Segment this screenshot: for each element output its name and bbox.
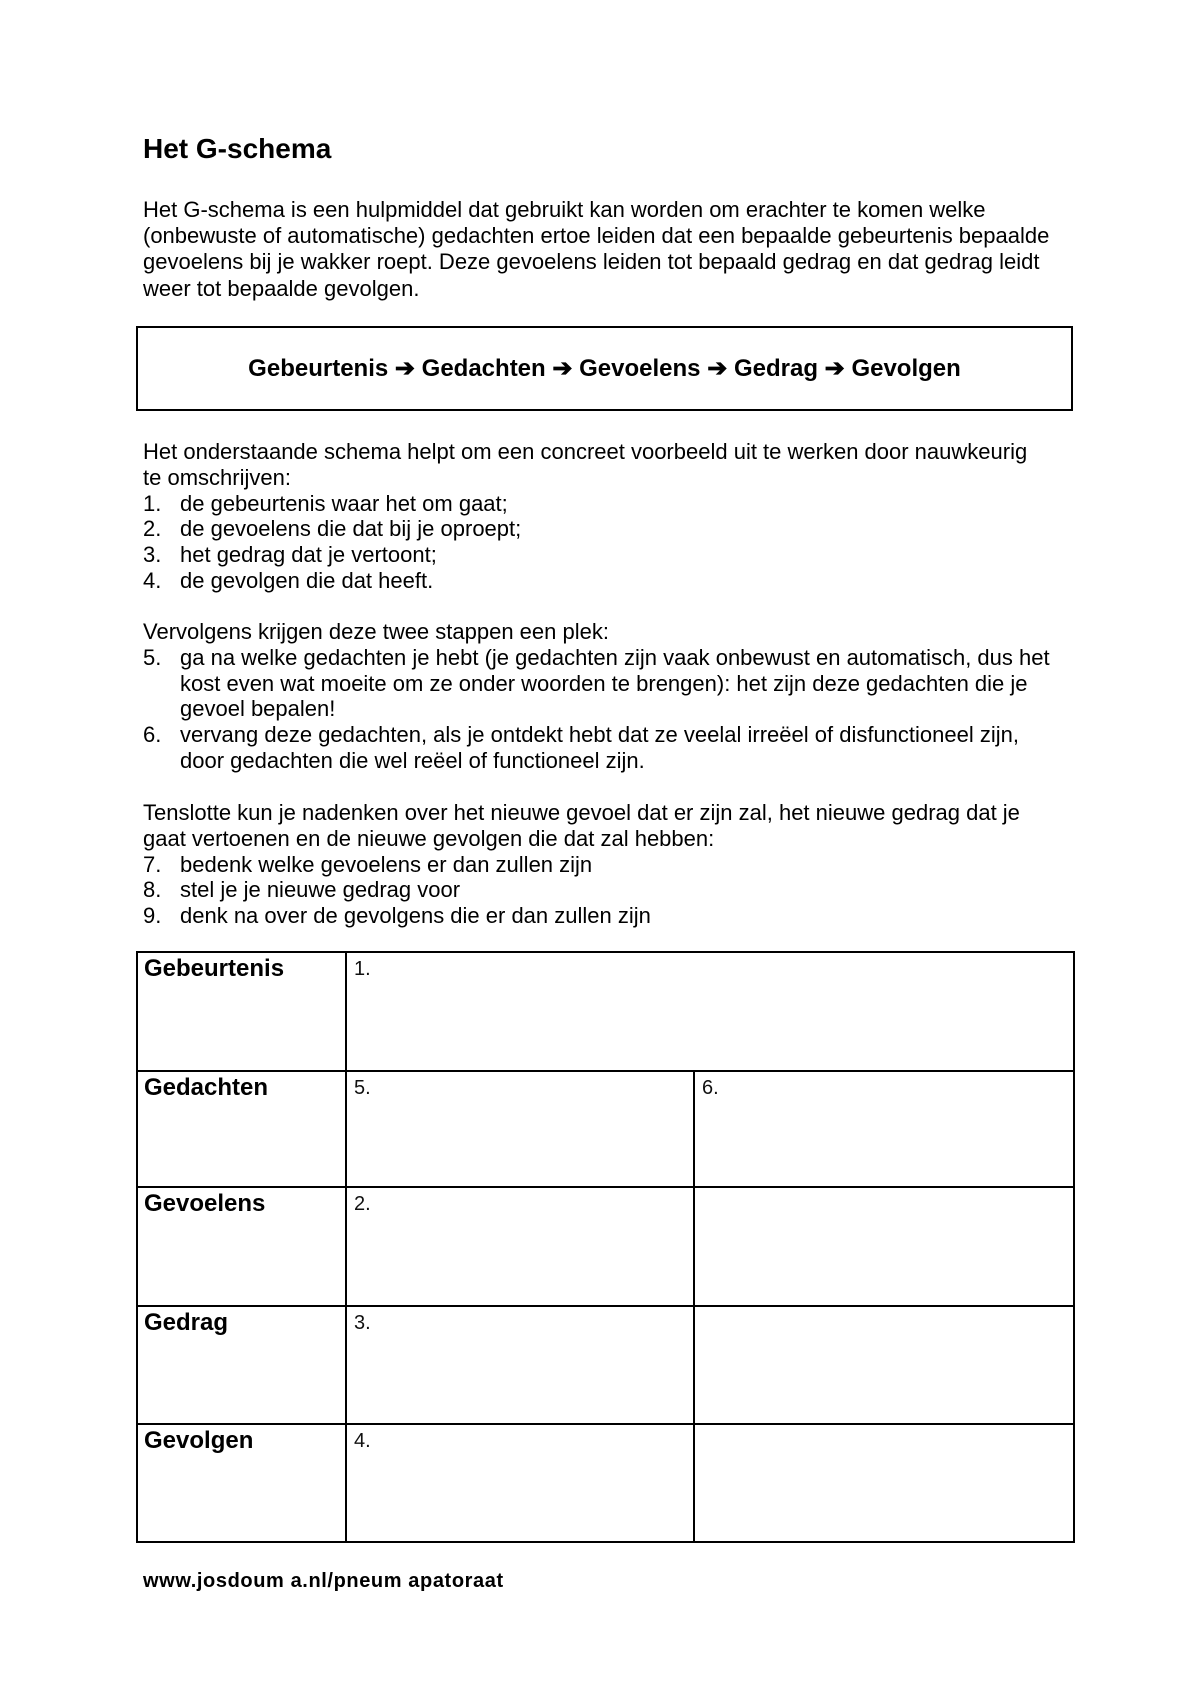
footer-url: www.josdoum a.nl/pneum apatoraat bbox=[143, 1570, 504, 1592]
list-number: 5. bbox=[143, 644, 162, 670]
intro-line: gevoelens bij je wakker roept. Deze gevoelens leiden tot bepaald gedrag en dat gedrag leidt bbox=[143, 249, 1040, 275]
list-item bbox=[143, 852, 1020, 878]
answer-cell-empty bbox=[694, 1187, 1074, 1306]
answer-cell: 2. bbox=[346, 1187, 694, 1306]
section-lead-line: te omschrijven: bbox=[143, 464, 291, 490]
answer-cell: 3. bbox=[346, 1306, 694, 1424]
row-label: Gevolgen bbox=[137, 1424, 346, 1542]
thoughts-section bbox=[143, 619, 1050, 774]
list-item bbox=[143, 722, 1050, 774]
list-item-line: het gedrag dat je vertoont; bbox=[180, 542, 437, 567]
list-item bbox=[143, 516, 1027, 542]
list-item-text bbox=[180, 722, 1019, 774]
list-item-text bbox=[180, 568, 433, 594]
list-item-line: door gedachten die wel reëel of functioneel zijn. bbox=[180, 747, 645, 773]
table-row-gevoelens bbox=[137, 1187, 1074, 1306]
list-number: 6. bbox=[143, 722, 162, 747]
list-item-line: de gevoelens die dat bij je oproept; bbox=[180, 516, 522, 542]
list-item-text bbox=[180, 542, 437, 568]
list-number: 8. bbox=[143, 877, 162, 903]
answer-cell-empty bbox=[694, 1424, 1074, 1542]
list-item-line: kost even wat moeite om ze onder woorden te brengen): het zijn deze gedachten die je bbox=[180, 670, 1028, 696]
list-item-line: de gebeurtenis waar het om gaat; bbox=[180, 490, 508, 516]
answer-cell: 4. bbox=[346, 1424, 694, 1542]
list-item-line: stel je je nieuwe gedrag voor bbox=[180, 877, 461, 903]
section-lead-line: gaat vertoenen en de nieuwe gevolgen die dat zal hebben: bbox=[143, 825, 715, 851]
list-item bbox=[143, 645, 1050, 722]
answer-cell: 6. bbox=[694, 1071, 1074, 1187]
list-item bbox=[143, 568, 1027, 594]
answer-cell: 1. bbox=[346, 952, 1074, 1071]
table-row-gedachten bbox=[137, 1071, 1074, 1187]
list-item-text bbox=[180, 491, 508, 517]
list-number: 4. bbox=[143, 567, 162, 593]
list-item bbox=[143, 491, 1027, 517]
list-number: 1. bbox=[143, 490, 162, 516]
answer-cell-empty bbox=[694, 1306, 1074, 1424]
table-row-gevolgen bbox=[137, 1424, 1074, 1542]
list-item-text bbox=[180, 877, 460, 903]
list-item-line: gevoel bepalen! bbox=[180, 696, 336, 722]
table-row-gedrag bbox=[137, 1306, 1074, 1424]
list-item bbox=[143, 903, 1020, 929]
row-label: Gevoelens bbox=[137, 1187, 346, 1306]
intro-line: weer tot bepaalde gevolgen. bbox=[143, 275, 420, 301]
list-item-line: ga na welke gedachten je hebt (je gedachten zijn vaak onbewust en automatisch, dus het bbox=[180, 644, 1050, 670]
intro-line: Het G-schema is een hulpmiddel dat gebruikt kan worden om erachter te komen welke bbox=[143, 197, 986, 222]
list-number: 2. bbox=[143, 516, 162, 542]
new-situation-section bbox=[143, 800, 1020, 929]
steps-section bbox=[143, 439, 1027, 594]
list-item bbox=[143, 877, 1020, 903]
row-label: Gedrag bbox=[137, 1306, 346, 1424]
answer-cell: 5. bbox=[346, 1071, 694, 1187]
row-label: Gedachten bbox=[137, 1071, 346, 1187]
flow-text: Gebeurtenis ➔ Gedachten ➔ Gevoelens ➔ Gedrag ➔ Gevolgen bbox=[248, 355, 961, 382]
schema-table bbox=[136, 951, 1075, 1543]
intro-paragraph bbox=[143, 197, 1049, 302]
table-row-gebeurtenis bbox=[137, 952, 1074, 1071]
list-item-line: denk na over de gevolgens die er dan zullen zijn bbox=[180, 903, 651, 928]
list-item-line: de gevolgen die dat heeft. bbox=[180, 567, 434, 593]
list-item-line: bedenk welke gevoelens er dan zullen zijn bbox=[180, 851, 593, 877]
list-item-line: vervang deze gedachten, als je ontdekt hebt dat ze veelal irreëel of disfunctioneel zijn, bbox=[180, 722, 1019, 747]
list-item-text bbox=[180, 516, 521, 542]
page-title: Het G-schema bbox=[143, 133, 332, 164]
list-number: 7. bbox=[143, 851, 162, 877]
list-number: 9. bbox=[143, 903, 162, 928]
list-item-text bbox=[180, 903, 651, 929]
section-lead-line: Vervolgens krijgen deze twee stappen een plek: bbox=[143, 619, 609, 644]
list-number: 3. bbox=[143, 542, 162, 567]
list-item-text bbox=[180, 852, 592, 878]
flow-box bbox=[136, 326, 1073, 411]
section-lead-line: Tenslotte kun je nadenken over het nieuwe gevoel dat er zijn zal, het nieuwe gedrag dat je bbox=[143, 800, 1020, 825]
section-lead-line: Het onderstaande schema helpt om een concreet voorbeeld uit te werken door nauwkeurig bbox=[143, 439, 1028, 464]
list-item bbox=[143, 542, 1027, 568]
row-label: Gebeurtenis bbox=[137, 952, 346, 1071]
list-item-text bbox=[180, 645, 1050, 722]
intro-line: (onbewuste of automatische) gedachten ertoe leiden dat een bepaalde gebeurtenis bepaalde bbox=[143, 223, 1050, 249]
